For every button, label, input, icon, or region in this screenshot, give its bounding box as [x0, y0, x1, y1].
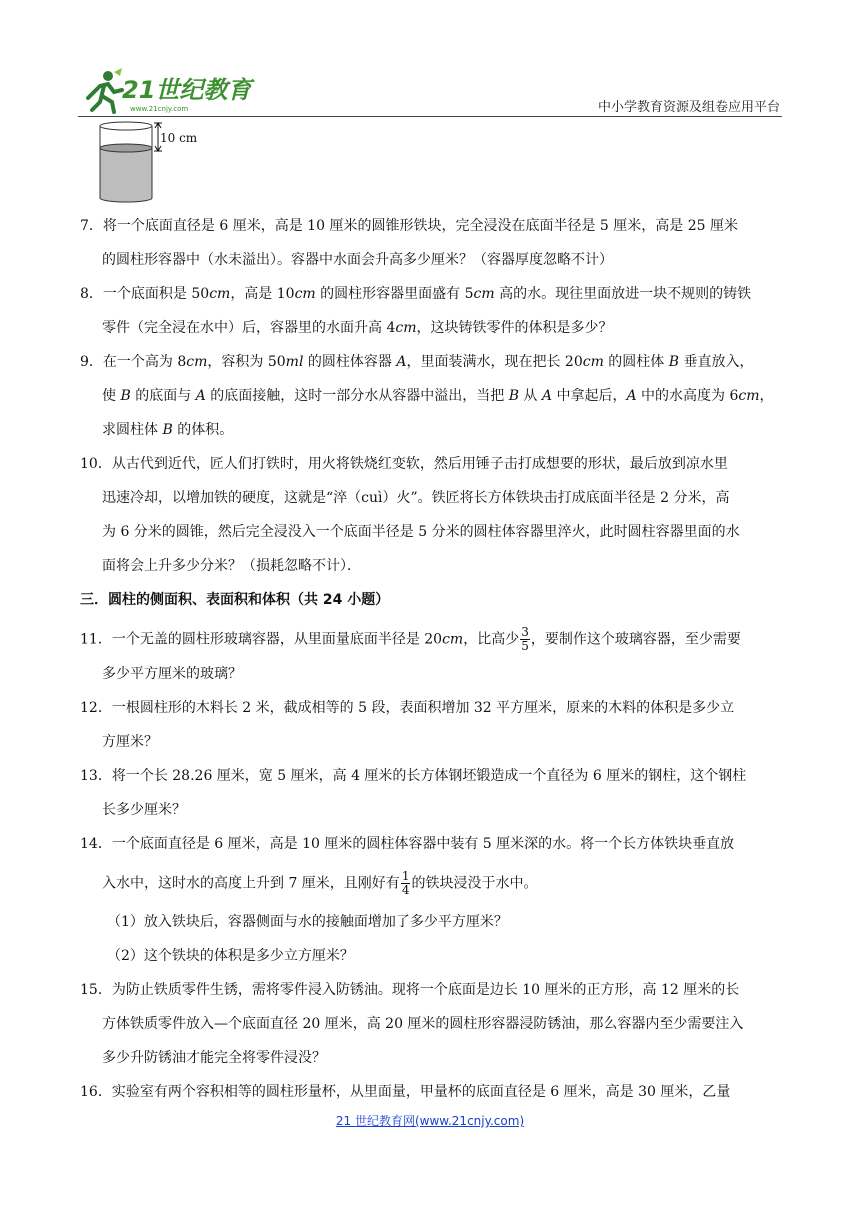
figure-label: 10 cm [160, 131, 198, 145]
question-11: 11．一个无盖的圆柱形玻璃容器，从里面量底面半径是 20cm，比高少 $\frac{3}{5}$ ，要制作这个玻璃容器，至少需要 [80, 625, 741, 653]
question-9: 9．在一个高为 8cm，容积为 50ml 的圆柱体容器 A，里面装满水，现在把长 20cm 的圆柱体 B 垂直放入， [80, 354, 754, 370]
fraction: $\frac{3}{5}$ [521, 625, 529, 653]
svg-text:www.21cnjy.com: www.21cnjy.com [130, 105, 189, 113]
svg-text:21世纪教育: 21世纪教育 [122, 76, 252, 104]
question-8: 8．一个底面积是 50cm，高是 10cm 的圆柱形容器里面盛有 5cm 高的水。现往里面放进一块不规则的铸铁 [80, 286, 752, 302]
question-16: 16．实验室有两个容积相等的圆柱形量杯，从里面量，甲量杯的底面直径是 6 厘米，高是 30 厘米，乙量 [80, 1084, 731, 1100]
platform-name: 中小学教育资源及组卷应用平台 [597, 100, 780, 115]
cylinder-figure [96, 118, 216, 204]
question-13: 13．将一个长 28.26 厘米，宽 5 厘米，高 4 厘米的长方体钢坯锻造成一个直径为 6 厘米的钢柱，这个钢柱 [80, 768, 747, 784]
question-7: 7．将一个底面直径是 6 厘米，高是 10 厘米的圆锥形铁块，完全浸没在底面半径是 5 厘米，高是 25 厘米 [80, 218, 738, 234]
sub-question-2: （2）这个铁块的体积是多少立方厘米？ [107, 948, 354, 964]
header-divider [78, 116, 782, 117]
question-15: 15．为防止铁质零件生锈，需将零件浸入防锈油。现将一个底面是边长 10 厘米的正方形，高 12 厘米的长 [80, 982, 740, 998]
fraction: $\frac{1}{4}$ [401, 869, 410, 897]
page-footer [0, 1112, 860, 1129]
sub-question-1: （1）放入铁块后，容器侧面与水的接触面增加了多少平方厘米？ [107, 914, 508, 930]
section-heading: 三．圆柱的侧面积、表面积和体积（共 24 小题） [80, 592, 390, 608]
question-14: 14．一个底面直径是 6 厘米，高是 10 厘米的圆柱体容器中装有 5 厘米深的水。将一个长方体铁块垂直放 [80, 836, 735, 852]
footer-link[interactable]: 21 世纪教育网(www.21cnjy.com) [335, 1114, 525, 1128]
question-10: 10．从古代到近代，匠人们打铁时，用火将铁烧红变软，然后用锤子击打成想要的形状，最后放到凉水里 [80, 456, 728, 472]
question-12: 12．一根圆柱形的木料长 2 米，截成相等的 5 段，表面积增加 32 平方厘米，原来的木料的体积是多少立 [80, 700, 735, 716]
page-header [78, 64, 782, 120]
logo [78, 64, 258, 116]
